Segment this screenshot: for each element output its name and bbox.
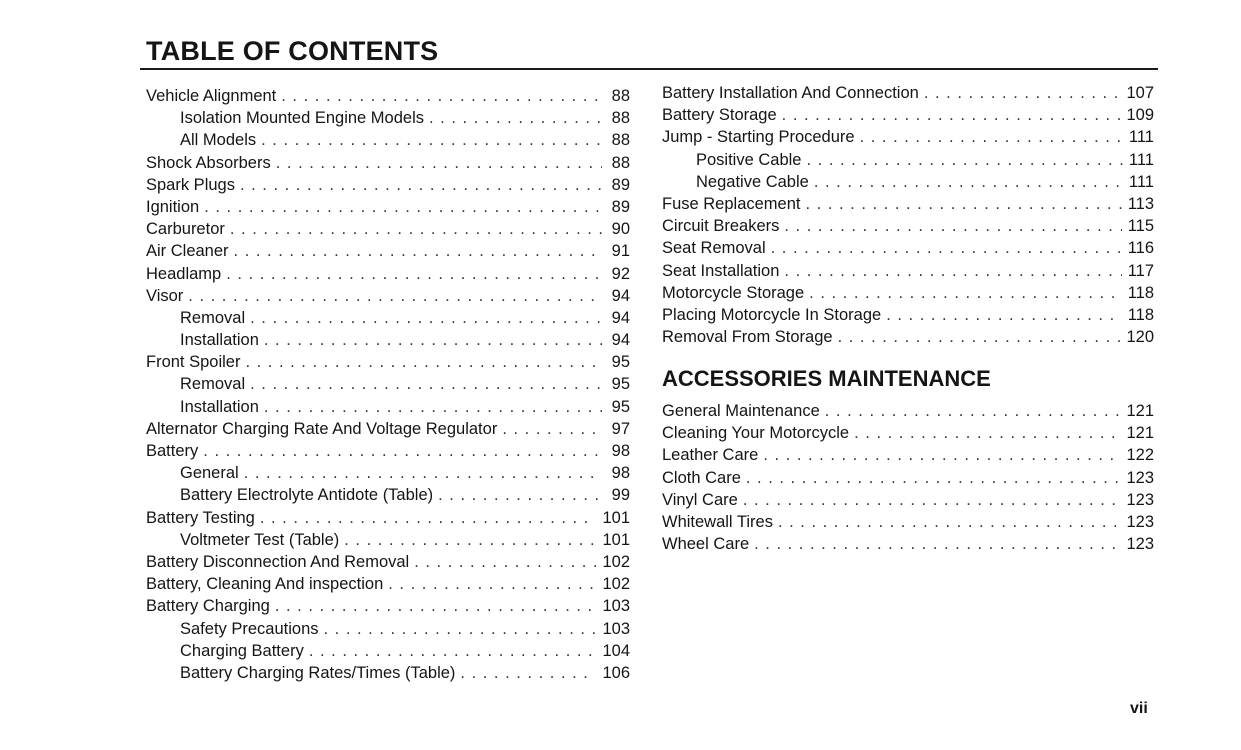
dot-leader	[276, 152, 602, 174]
toc-entry-page: 107	[1126, 84, 1154, 102]
toc-entry	[146, 507, 630, 529]
dot-leader	[261, 129, 602, 151]
toc-entry-page: 118	[1127, 283, 1154, 302]
page-title: TABLE OF CONTENTS	[146, 36, 439, 66]
toc-entry-label: Carburetor	[146, 220, 225, 239]
toc-entry-page: 92	[611, 264, 630, 283]
toc-entry-label: Wheel Care	[662, 535, 750, 554]
dot-leader	[806, 149, 1122, 171]
toc-entry-label: Battery	[146, 442, 199, 460]
toc-entry	[662, 171, 1154, 193]
toc-entry-label: Whitewall Tires	[662, 512, 773, 531]
toc-entry	[146, 240, 630, 262]
dot-leader	[188, 285, 602, 307]
toc-entry-label: Battery Charging	[146, 597, 270, 616]
toc-entry	[662, 511, 1154, 533]
toc-entry	[662, 533, 1154, 555]
toc-accessories-list	[662, 400, 1154, 555]
dot-leader	[240, 174, 602, 196]
toc-entry	[146, 85, 630, 107]
toc-entry-page: 89	[611, 175, 630, 194]
toc-entry-page: 88	[611, 131, 630, 150]
toc-entry	[662, 304, 1154, 326]
toc-entry-label: Seat Installation	[662, 261, 780, 280]
toc-entry	[146, 573, 630, 595]
toc-entry	[146, 529, 630, 551]
toc-entry	[662, 422, 1154, 444]
toc-entry-page: 91	[611, 242, 630, 261]
toc-entry-label: Air Cleaner	[146, 242, 229, 261]
dot-leader	[438, 484, 602, 506]
toc-entry	[146, 351, 630, 373]
toc-entry	[146, 618, 630, 640]
page-number: vii	[1130, 700, 1148, 717]
toc-entry-label: Removal	[180, 308, 246, 327]
toc-entry-page: 111	[1128, 128, 1154, 147]
dot-leader	[746, 467, 1121, 489]
dot-leader	[860, 126, 1123, 148]
toc-entry	[662, 149, 1154, 171]
toc-entry-label: Isolation Mounted Engine Models	[180, 109, 424, 128]
dot-leader	[275, 595, 597, 617]
toc-entry-label: Battery Testing	[146, 508, 255, 527]
dot-leader	[260, 507, 597, 529]
dot-leader	[344, 529, 596, 551]
toc-entry-label: Ignition	[146, 197, 200, 216]
dot-leader	[203, 440, 602, 462]
toc-entry-page: 88	[611, 153, 630, 172]
dot-leader	[230, 218, 602, 240]
toc-entry-page: 94	[611, 286, 630, 305]
toc-entry-label: Safety Precautions	[180, 619, 319, 638]
toc-entry-page: 111	[1128, 172, 1154, 191]
toc-entry-label: Battery Installation And Connection	[662, 84, 919, 102]
toc-entry-page: 101	[602, 508, 630, 527]
toc-entry	[146, 307, 630, 329]
dot-leader	[429, 107, 602, 129]
toc-entry-page: 121	[1126, 424, 1154, 443]
toc-entry	[146, 440, 630, 462]
dot-leader	[784, 260, 1121, 282]
toc-entry-page: 103	[602, 619, 630, 638]
toc-entry	[146, 285, 630, 307]
toc-entry-label: Cloth Care	[662, 468, 741, 487]
toc-entry	[146, 462, 630, 484]
toc-entry	[662, 489, 1154, 511]
toc-entry-page: 97	[611, 419, 630, 438]
dot-leader	[886, 304, 1121, 326]
toc-entry-label: Motorcycle Storage	[662, 283, 805, 302]
toc-entry-label: Battery Electrolyte Antidote (Table)	[180, 486, 434, 505]
toc-entry-page: 113	[1127, 194, 1154, 213]
dot-leader	[245, 351, 602, 373]
toc-entry-page: 121	[1126, 402, 1154, 420]
toc-entry-page: 99	[611, 486, 630, 505]
dot-leader	[264, 329, 602, 351]
toc-entry	[146, 551, 630, 573]
toc-entry-page: 123	[1126, 468, 1154, 487]
toc-entry	[662, 282, 1154, 304]
toc-entry-label: Jump - Starting Procedure	[662, 128, 855, 147]
toc-entry-page: 102	[602, 575, 630, 594]
toc-entry-label: Installation	[180, 397, 259, 416]
dot-leader	[806, 193, 1122, 215]
toc-entry-label: Alternator Charging Rate And Voltage Regulator	[146, 419, 498, 438]
toc-entry-label: Fuse Replacement	[662, 194, 801, 213]
dot-leader	[784, 215, 1121, 237]
toc-entry-page: 89	[611, 197, 630, 216]
toc-entry	[146, 640, 630, 662]
dot-leader	[204, 196, 602, 218]
toc-entry	[146, 373, 630, 395]
toc-entry-page: 123	[1126, 512, 1154, 531]
toc-entry-page: 106	[602, 663, 630, 682]
toc-entry	[662, 126, 1154, 148]
dot-leader	[250, 307, 602, 329]
toc-entry	[146, 174, 630, 196]
toc-entry	[662, 467, 1154, 489]
dot-leader	[838, 326, 1121, 348]
toc-entry-page: 103	[602, 597, 630, 616]
toc-entry	[662, 237, 1154, 259]
toc-entry	[662, 400, 1154, 422]
toc-entry	[146, 152, 630, 174]
toc-entry-page: 123	[1126, 535, 1154, 554]
dot-leader	[814, 171, 1123, 193]
dot-leader	[264, 396, 602, 418]
dot-leader	[754, 533, 1120, 555]
toc-entry-page: 120	[1126, 328, 1154, 347]
toc-entry-label: Battery Storage	[662, 106, 777, 125]
dot-leader	[771, 237, 1122, 259]
toc-entry-page: 95	[611, 397, 630, 416]
toc-entry-page: 94	[611, 331, 630, 350]
toc-entry-page: 123	[1126, 490, 1154, 509]
toc-entry-label: Placing Motorcycle In Storage	[662, 305, 882, 324]
toc-left-column	[146, 85, 630, 684]
toc-entry	[146, 196, 630, 218]
dot-leader	[414, 551, 596, 573]
toc-entry-label: Installation	[180, 331, 259, 350]
toc-entry-page: 116	[1127, 239, 1154, 258]
toc-entry-label: Battery Charging Rates/Times (Table)	[180, 663, 456, 682]
toc-entry-label: Charging Battery	[180, 641, 304, 660]
dot-leader	[778, 511, 1121, 533]
toc-entry	[662, 326, 1154, 348]
dot-leader	[234, 240, 602, 262]
dot-leader	[763, 444, 1120, 466]
toc-entry-label: Front Spoiler	[146, 353, 241, 372]
dot-leader	[809, 282, 1122, 304]
toc-entry-label: General Maintenance	[662, 402, 820, 420]
toc-entry-page: 94	[611, 308, 630, 327]
toc-entry	[146, 218, 630, 240]
toc-entry-label: Cleaning Your Motorcycle	[662, 424, 850, 443]
toc-entry-page: 88	[611, 87, 630, 105]
toc-entry-label: Headlamp	[146, 264, 222, 283]
toc-entry	[146, 418, 630, 440]
dot-leader	[743, 489, 1121, 511]
toc-entry-page: 102	[602, 552, 630, 571]
toc-entry-page: 118	[1127, 305, 1154, 324]
toc-entry-page: 122	[1126, 446, 1154, 465]
toc-entry-label: Negative Cable	[696, 172, 809, 191]
toc-entry-page: 90	[611, 220, 630, 239]
toc-entry-page: 111	[1128, 150, 1154, 169]
toc-entry-label: Shock Absorbers	[146, 153, 271, 172]
toc-entry-page: 95	[611, 353, 630, 372]
toc-entry	[146, 129, 630, 151]
toc-entry-label: Visor	[146, 286, 184, 305]
dot-leader	[309, 640, 597, 662]
toc-entry-label: Positive Cable	[696, 150, 802, 169]
toc-entry	[662, 104, 1154, 126]
dot-leader	[250, 373, 602, 395]
toc-entry	[146, 263, 630, 285]
dot-leader	[460, 662, 596, 684]
title-divider	[140, 68, 1158, 70]
toc-entry	[146, 107, 630, 129]
toc-entry-page: 115	[1127, 217, 1154, 236]
toc-entry-page: 95	[611, 375, 630, 394]
dot-leader	[825, 400, 1121, 422]
toc-entry	[146, 662, 630, 684]
accessories-heading: ACCESSORIES MAINTENANCE	[662, 366, 991, 391]
toc-entry-label: Circuit Breakers	[662, 217, 780, 236]
dot-leader	[281, 85, 602, 107]
toc-entry	[146, 396, 630, 418]
toc-entry-label: Removal From Storage	[662, 328, 833, 347]
toc-entry-label: Voltmeter Test (Table)	[180, 530, 340, 549]
toc-entry-page: 88	[611, 109, 630, 128]
dot-leader	[324, 618, 597, 640]
toc-entry	[662, 82, 1154, 104]
dot-leader	[782, 104, 1121, 126]
toc-entry-label: Vinyl Care	[662, 490, 738, 509]
dot-leader	[854, 422, 1120, 444]
toc-entry	[662, 215, 1154, 237]
toc-entry-label: Removal	[180, 375, 246, 394]
toc-entry-label: Spark Plugs	[146, 175, 235, 194]
dot-leader	[388, 573, 596, 595]
toc-entry-page: 98	[611, 464, 630, 483]
toc-entry	[146, 595, 630, 617]
toc-entry	[146, 329, 630, 351]
toc-entry-page: 98	[611, 442, 630, 460]
toc-entry	[662, 260, 1154, 282]
toc-entry-page: 104	[602, 641, 630, 660]
toc-entry-label: Battery, Cleaning And inspection	[146, 575, 384, 594]
toc-entry-page: 109	[1126, 106, 1154, 125]
dot-leader	[924, 82, 1121, 104]
toc-entry	[146, 484, 630, 506]
toc-entry-label: Vehicle Alignment	[146, 87, 277, 105]
toc-entry-label: General	[180, 464, 239, 483]
toc-entry-label: Seat Removal	[662, 239, 766, 258]
toc-entry-page: 101	[602, 530, 630, 549]
dot-leader	[244, 462, 602, 484]
toc-entry-page: 117	[1127, 261, 1154, 280]
toc-entry-label: Battery Disconnection And Removal	[146, 552, 410, 571]
dot-leader	[502, 418, 602, 440]
toc-entry-label: Leather Care	[662, 446, 759, 465]
toc-entry	[662, 444, 1154, 466]
toc-right-column	[662, 82, 1154, 348]
dot-leader	[226, 263, 602, 285]
toc-entry-label: All Models	[180, 131, 257, 150]
toc-entry	[662, 193, 1154, 215]
